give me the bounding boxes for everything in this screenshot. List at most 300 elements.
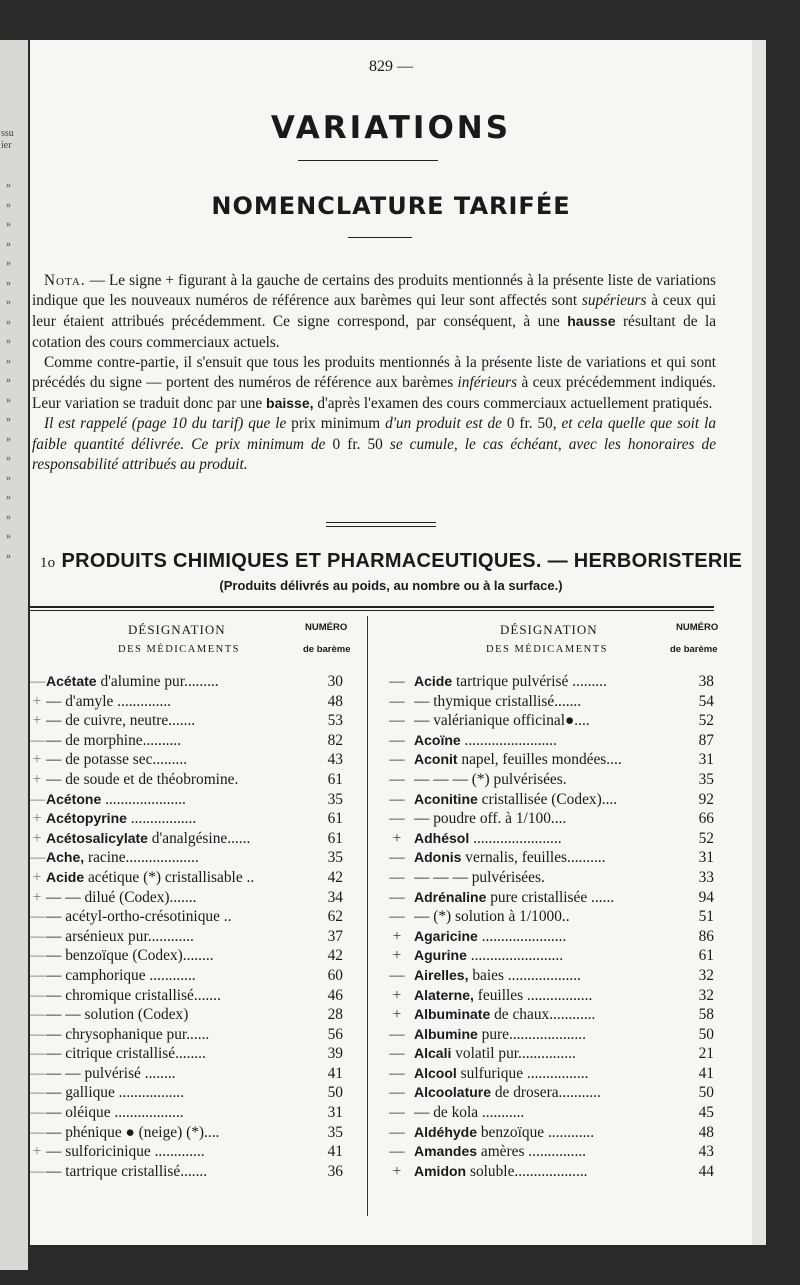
variation-sign: + <box>392 829 402 847</box>
product-detail: acétique (*) cristallisable .. <box>84 868 255 886</box>
title-rule <box>298 160 438 161</box>
table-row <box>30 986 375 1006</box>
left-page-marker: » <box>6 492 11 503</box>
product-detail: — tartrique cristallisé....... <box>46 1162 208 1180</box>
bareme-number: 66 <box>698 810 714 828</box>
table-row <box>368 672 720 692</box>
product-detail: — — pulvérisé ........ <box>46 1064 176 1082</box>
product-detail: vernalis, feuilles.......... <box>461 849 606 867</box>
product-detail: — arsénieux pur............ <box>46 927 194 945</box>
bareme-number: 42 <box>327 947 343 965</box>
table-row <box>30 848 375 868</box>
product-detail: d'analgésine...... <box>147 829 251 847</box>
left-page-marker: » <box>6 550 11 562</box>
product-detail: soluble................... <box>466 1162 588 1180</box>
table-row <box>368 1142 720 1162</box>
table-row <box>368 790 720 810</box>
bareme-number: 28 <box>327 1006 343 1024</box>
product-designation <box>46 966 308 986</box>
table-row <box>368 711 720 731</box>
bareme-number: 35 <box>698 770 714 788</box>
product-designation <box>414 731 684 751</box>
product-detail: — — — (*) pulvérisées. <box>414 770 567 788</box>
variation-sign: + <box>32 1143 42 1161</box>
nota-label: Nota. <box>44 272 86 289</box>
bareme-number: 61 <box>698 947 714 965</box>
table-row <box>368 907 720 927</box>
product-designation <box>414 672 684 692</box>
product-detail: feuilles ................. <box>473 986 593 1004</box>
table-row <box>30 711 375 731</box>
variation-sign: — <box>389 692 405 710</box>
table-row <box>30 1123 375 1143</box>
bareme-number: 31 <box>327 1104 343 1122</box>
product-designation <box>414 770 684 790</box>
nota-emphasis: inférieurs <box>457 374 518 392</box>
product-designation <box>414 1142 684 1162</box>
variation-sign: — <box>389 731 405 749</box>
product-designation <box>46 731 308 751</box>
left-page-marker: » <box>6 297 11 308</box>
product-name: Agurine <box>414 947 467 964</box>
product-designation <box>414 1044 684 1064</box>
product-detail: — chrysophanique pur...... <box>46 1025 210 1043</box>
variation-sign: — <box>389 1104 405 1122</box>
header-designation: DÉSIGNATION <box>500 622 598 637</box>
product-detail: volatil pur............... <box>451 1045 576 1063</box>
variation-sign: — <box>389 712 405 730</box>
bareme-number: 50 <box>698 1084 714 1102</box>
variation-sign: — <box>389 770 405 788</box>
table-row <box>30 1005 375 1025</box>
product-designation <box>46 711 308 731</box>
product-detail: — de potasse sec......... <box>46 751 188 769</box>
variation-sign: — <box>389 751 405 769</box>
left-page-marker: » <box>6 219 11 230</box>
header-designation: DÉSIGNATION <box>128 622 226 637</box>
product-designation <box>414 927 684 947</box>
subtitle-rule <box>348 237 412 238</box>
variation-sign: — <box>389 1025 405 1043</box>
bareme-number: 41 <box>327 1143 343 1161</box>
bareme-number: 58 <box>698 1006 714 1024</box>
table-row <box>30 1103 375 1123</box>
variation-sign: + <box>392 1162 402 1180</box>
bareme-number: 45 <box>698 1104 714 1122</box>
bareme-number: 52 <box>698 712 714 730</box>
table-row <box>368 1064 720 1084</box>
variation-sign: — <box>30 927 46 945</box>
product-designation <box>414 986 684 1006</box>
product-designation <box>414 1005 684 1025</box>
table-row <box>368 692 720 712</box>
left-page-marker: » <box>6 531 11 542</box>
variation-sign: — <box>389 888 405 906</box>
nota-emphasis: supérieurs <box>581 292 647 310</box>
product-name: Acoïne <box>414 731 461 748</box>
product-name: Acétone <box>46 790 102 807</box>
variation-sign: + <box>392 947 402 965</box>
variation-sign: + <box>392 1006 402 1024</box>
bareme-number: 46 <box>327 986 343 1004</box>
product-designation <box>414 829 684 849</box>
bareme-number: 41 <box>698 1064 714 1082</box>
left-column <box>30 614 375 1181</box>
product-name: Adonis <box>414 849 462 866</box>
left-page-marker: » <box>6 316 11 328</box>
product-name: Alcool <box>414 1064 457 1081</box>
variation-sign: + <box>32 810 42 828</box>
variation-sign: — <box>30 790 46 808</box>
product-name: Alcali <box>414 1045 452 1062</box>
product-detail: de drosera........... <box>491 1084 601 1102</box>
table-row <box>368 1103 720 1123</box>
product-name: Airelles, <box>414 966 469 983</box>
product-designation <box>414 848 684 868</box>
variation-sign: + <box>392 986 402 1004</box>
product-detail: — poudre off. à 1/100.... <box>414 810 567 828</box>
nota-bold: baisse, <box>266 395 314 412</box>
product-designation <box>46 750 308 770</box>
table-row <box>30 1083 375 1103</box>
left-page-marker: » <box>6 453 11 464</box>
product-detail: — phénique ● (neige) (*).... <box>46 1123 220 1141</box>
product-designation <box>414 1083 684 1103</box>
nota-paragraph-2 <box>32 353 716 415</box>
product-detail: ........................ <box>460 731 557 749</box>
product-name: Alaterne, <box>414 986 474 1003</box>
product-designation <box>414 868 684 888</box>
table-row <box>368 1123 720 1143</box>
bareme-number: 35 <box>327 790 343 808</box>
product-detail: pure.................... <box>477 1025 586 1043</box>
header-numero: NUMÉRO <box>676 622 719 633</box>
product-designation <box>414 750 684 770</box>
nota-emphasis: Il est rappelé (page 10 du tarif) que le <box>44 415 287 433</box>
product-detail: pure cristallisée ...... <box>486 888 615 906</box>
bareme-number: 94 <box>698 888 714 906</box>
header-designation-sub: DES MÉDICAMENTS <box>486 644 608 655</box>
bareme-number: 34 <box>327 888 343 906</box>
product-designation <box>414 809 684 829</box>
header-numero-sub: de barème <box>670 644 718 655</box>
product-name: Ache, <box>46 849 85 866</box>
product-designation <box>46 672 308 692</box>
product-detail: sulfurique ................ <box>456 1064 589 1082</box>
table-row <box>30 946 375 966</box>
bareme-number: 86 <box>698 927 714 945</box>
section-rule-top <box>326 522 436 523</box>
product-detail: amères ............... <box>477 1143 587 1161</box>
table-row <box>368 868 720 888</box>
product-detail: d'alumine pur......... <box>96 673 219 690</box>
bareme-number: 53 <box>327 712 343 730</box>
product-name: Alcoolature <box>414 1084 492 1101</box>
variation-sign: + <box>392 927 402 945</box>
bareme-number: 33 <box>698 868 714 886</box>
left-page-header-line: ssu <box>1 128 14 139</box>
bareme-number: 21 <box>698 1045 714 1063</box>
product-designation <box>46 770 308 790</box>
nota-emphasis: et cela quelle que soit la faible quantité délivrée. Ce prix minimum de <box>32 415 716 453</box>
product-name: Acide <box>414 673 453 689</box>
bareme-number: 32 <box>698 966 714 984</box>
table-row <box>368 731 720 751</box>
product-name: Acétosalicylate <box>46 829 148 846</box>
product-detail: ........................ <box>466 947 564 965</box>
bareme-number: 92 <box>698 790 714 808</box>
table-row <box>368 888 720 908</box>
bareme-number: 35 <box>327 849 343 867</box>
bareme-number: 44 <box>698 1162 714 1180</box>
table-row <box>30 1162 375 1182</box>
variation-sign: — <box>30 908 46 926</box>
product-designation <box>46 1142 308 1162</box>
left-page-edge <box>0 40 28 1270</box>
product-detail: — valérianique officinal●.... <box>414 712 590 730</box>
nota-text: — Le signe + figurant à la gauche de certains des produits mentionnés à la présente liste de variations indique que les nouveaux numéros de référence aux barèmes qui leur sont affectés sont <box>32 272 716 310</box>
variation-sign: — <box>30 1123 46 1141</box>
variation-sign: — <box>389 1084 405 1102</box>
bareme-number: 82 <box>327 731 343 749</box>
variation-sign: — <box>30 731 46 749</box>
left-page-marker: » <box>6 277 11 289</box>
nota-text: Comme contre-partie, il s'ensuit que tous les produits mentionnés à la présente liste de variations et qui sont précédés du signe — portent des numéros de référence aux barèmes <box>32 353 716 392</box>
product-designation <box>414 966 684 986</box>
bareme-number: 41 <box>327 1064 343 1082</box>
table-row <box>30 1044 375 1064</box>
left-page-marker: » <box>6 511 11 523</box>
variation-sign: + <box>32 692 42 710</box>
product-designation <box>414 790 684 810</box>
variation-sign: — <box>389 790 405 808</box>
nota-text: 0 fr. 50, <box>501 415 562 433</box>
bareme-number: 48 <box>327 692 343 710</box>
product-name: Albuminate <box>414 1006 491 1023</box>
product-designation <box>414 1064 684 1084</box>
variation-sign: — <box>389 1064 405 1082</box>
table-rule-top <box>30 606 714 608</box>
section-rule-bottom <box>326 526 436 527</box>
bareme-number: 50 <box>698 1025 714 1043</box>
bareme-number: 62 <box>327 908 343 926</box>
nota-emphasis: se cumule, le cas échéant, avec les honoraires de responsabilité attribués au produit. <box>32 435 716 473</box>
nota-emphasis: d'un produit est de <box>385 415 502 433</box>
product-name: Acétate <box>46 673 97 689</box>
nota-block <box>32 271 716 475</box>
product-designation <box>414 888 684 908</box>
table-row <box>30 750 375 770</box>
bareme-number: 36 <box>327 1162 343 1180</box>
document-page <box>30 40 752 1245</box>
variation-sign: + <box>32 712 42 730</box>
product-detail: ................. <box>126 810 197 828</box>
table-row <box>368 1025 720 1045</box>
product-designation <box>46 692 308 712</box>
product-designation <box>46 1103 308 1123</box>
product-name: Aconitine <box>414 790 478 807</box>
variation-sign: + <box>32 829 42 847</box>
product-detail: ...................... <box>477 927 567 945</box>
table-row <box>368 927 720 947</box>
product-name: Albumine <box>414 1025 478 1042</box>
table-row <box>368 966 720 986</box>
header-numero: NUMÉRO <box>305 622 348 633</box>
variation-sign: — <box>30 849 46 867</box>
product-detail: — chromique cristallisé....... <box>46 986 221 1004</box>
product-detail: benzoïque ............ <box>477 1123 595 1141</box>
nota-text: à ceux qui leur étaient attribués précédemment. Ce signe correspond, par conséquent, à une <box>32 292 716 331</box>
table-row <box>30 731 375 751</box>
product-designation <box>46 946 308 966</box>
variation-sign: — <box>30 1045 46 1063</box>
nota-text: à ceux précédemment indiqués. Leur variation se traduit donc par une <box>32 374 717 413</box>
product-detail: tartrique pulvérisé ......... <box>452 673 607 690</box>
bareme-number: 61 <box>327 810 343 828</box>
section-title: PRODUITS CHIMIQUES ET PHARMACEUTIQUES. — HERBORISTERIE <box>61 550 743 572</box>
product-detail: — de morphine.......... <box>46 731 182 749</box>
table-row <box>30 1142 375 1162</box>
left-page-header-line: ier <box>1 140 12 151</box>
product-designation <box>46 927 308 947</box>
table-row <box>30 672 375 692</box>
left-page-marker: » <box>6 258 11 269</box>
product-designation <box>414 946 684 966</box>
product-detail: baies ................... <box>468 966 581 984</box>
product-detail: — — dilué (Codex)....... <box>46 888 197 906</box>
product-name: Amidon <box>414 1162 467 1179</box>
product-name: Acétopyrine <box>46 810 127 827</box>
right-column <box>368 614 720 1181</box>
bareme-number: 61 <box>327 770 343 788</box>
product-name: Amandes <box>414 1143 478 1160</box>
left-page-marker: » <box>6 433 11 445</box>
bareme-number: 38 <box>698 673 714 690</box>
table-row <box>30 692 375 712</box>
variation-sign: — <box>389 1123 405 1141</box>
product-detail: de chaux............ <box>490 1006 596 1024</box>
variation-sign: — <box>30 947 46 965</box>
variation-sign: — <box>389 673 405 690</box>
table-row <box>368 770 720 790</box>
product-designation <box>46 848 308 868</box>
product-detail: — (*) solution à 1/1000.. <box>414 908 570 926</box>
product-detail: — gallique ................. <box>46 1084 185 1102</box>
product-name: Adrénaline <box>414 888 487 905</box>
left-page-marker: » <box>6 355 11 367</box>
bareme-number: 87 <box>698 731 714 749</box>
nota-paragraph-3 <box>32 414 716 475</box>
product-detail: napel, feuilles mondées.... <box>457 751 622 769</box>
bareme-number: 39 <box>327 1045 343 1063</box>
variation-sign: — <box>389 868 405 886</box>
product-name: Adhésol <box>414 829 470 846</box>
left-page-marker: » <box>6 414 11 425</box>
page-number: 829 — <box>369 58 413 75</box>
page-subtitle: NOMENCLATURE TARIFÉE <box>211 192 571 220</box>
variation-sign: — <box>30 1025 46 1043</box>
product-detail: ....................... <box>469 829 562 847</box>
variation-sign: — <box>389 810 405 828</box>
left-page-marker: » <box>6 394 11 406</box>
header-numero-sub: de barème <box>303 644 351 655</box>
product-designation <box>46 829 308 849</box>
product-detail: — thymique cristallisé....... <box>414 692 582 710</box>
variation-sign: + <box>32 770 42 788</box>
table-row <box>368 1005 720 1025</box>
variation-sign: — <box>389 1045 405 1063</box>
table-row <box>368 1083 720 1103</box>
variation-sign: + <box>32 751 42 769</box>
column-header <box>368 614 720 672</box>
nota-paragraph-1 <box>32 271 716 353</box>
left-page-marker: » <box>6 336 11 347</box>
bareme-number: 50 <box>327 1084 343 1102</box>
bareme-number: 48 <box>698 1123 714 1141</box>
left-page-marker: » <box>6 180 11 191</box>
product-name: Acide <box>46 868 85 885</box>
variation-sign: — <box>389 1143 405 1161</box>
product-name: Aconit <box>414 751 458 768</box>
bareme-number: 42 <box>327 868 343 886</box>
right-page-edge <box>752 40 766 1245</box>
table-row <box>30 790 375 810</box>
bareme-number: 37 <box>327 927 343 945</box>
product-detail: — sulforicinique ............. <box>46 1143 205 1161</box>
variation-sign: — <box>30 1084 46 1102</box>
product-designation <box>46 986 308 1006</box>
bareme-number: 52 <box>698 829 714 847</box>
product-detail: racine................... <box>84 849 199 867</box>
table-row <box>368 829 720 849</box>
bareme-number: 30 <box>327 673 343 690</box>
table-row <box>368 809 720 829</box>
table-row <box>30 927 375 947</box>
product-detail: — de kola ........... <box>414 1104 525 1122</box>
table-row <box>368 1044 720 1064</box>
product-detail: — de cuivre, neutre....... <box>46 712 196 730</box>
bareme-number: 51 <box>698 908 714 926</box>
table-row <box>30 809 375 829</box>
bareme-number: 31 <box>698 849 714 867</box>
bareme-number: 56 <box>327 1025 343 1043</box>
product-detail: — camphorique ............ <box>46 966 196 984</box>
product-name: Agaricine <box>414 927 478 944</box>
left-page-marker: » <box>6 238 11 250</box>
table-row <box>30 888 375 908</box>
table-row <box>30 1025 375 1045</box>
product-detail: — — — pulvérisées. <box>414 868 545 886</box>
product-name: Aldéhyde <box>414 1123 478 1140</box>
product-designation <box>414 1103 684 1123</box>
table-rule-top-thin <box>30 610 714 611</box>
product-designation <box>46 888 308 908</box>
left-page-header <box>1 128 14 152</box>
product-designation <box>46 1005 308 1025</box>
variation-sign: — <box>30 1104 46 1122</box>
bareme-number: 32 <box>698 986 714 1004</box>
table-row <box>368 1162 720 1182</box>
bareme-number: 31 <box>698 751 714 769</box>
product-detail: — — solution (Codex) <box>46 1006 189 1024</box>
product-detail: — acétyl-ortho-crésotinique .. <box>46 908 232 926</box>
product-designation <box>46 1083 308 1103</box>
table-row <box>368 848 720 868</box>
product-designation <box>414 692 684 712</box>
product-designation <box>414 1025 684 1045</box>
bareme-number: 54 <box>698 692 714 710</box>
nota-bold: hausse <box>567 313 616 330</box>
